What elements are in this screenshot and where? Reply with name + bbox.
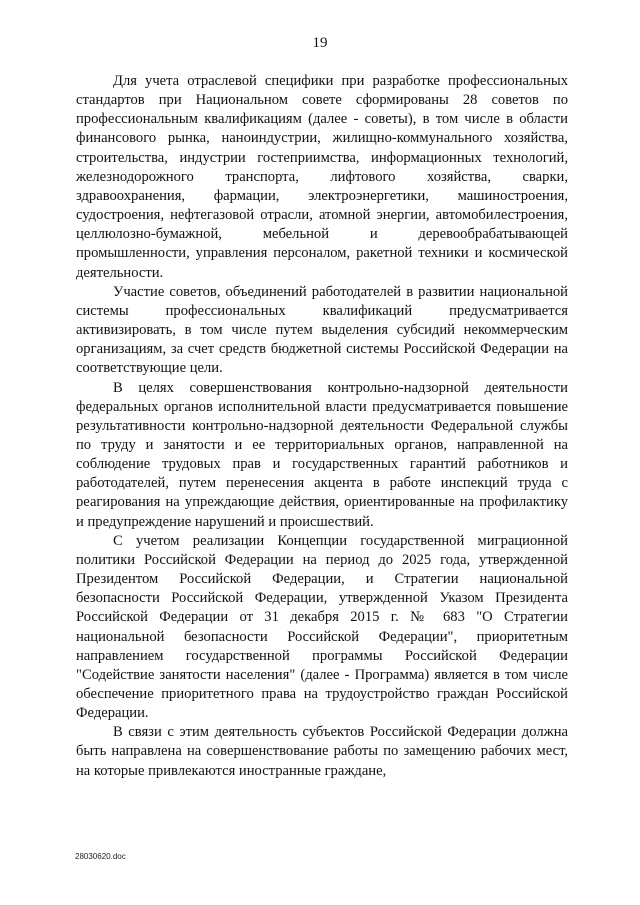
footer-document-reference: 28030620.doc [75, 852, 126, 861]
document-body [76, 72, 568, 781]
paragraph-regional-activity: В связи с этим деятельность субъектов Российской Федерации должна быть направлена на совершенствование работы по замещению рабочих мест, на которые привлекаются иностранные граждане, [76, 724, 568, 779]
paragraph-professional-standards-councils: Для учета отраслевой специфики при разработке профессиональных стандартов при Национальном совете сформированы 28 советов по профессиональным квалификациям (далее - советы), в том числе в области финансового рынка, наноиндустрии, жилищно-коммунального хозяйства, строительства, индустрии гостеприимства, информационных технологий, железнодорожного транспорта, лифтового хозяйства, сварки, здравоохранения, фармации, электроэнергетики, машиностроения, судостроения, нефтегазовой отрасли, атомной энергии, автомобилестроения, целлюлозно-бумажной, мебельной и деревообрабатывающей промышленности, управления персоналом, ракетной техники и космической деятельности. [76, 73, 568, 281]
paragraph-councils-participation: Участие советов, объединений работодателей в развитии национальной системы профессиональных квалификаций предусматривается активизировать, в том числе путем выделения субсидий некоммерческим организациям, за счет средств бюджетной системы Российской Федерации на соответствующие цели. [76, 283, 568, 377]
paragraph-migration-policy: С учетом реализации Концепции государственной миграционной политики Российской Федерации на период до 2025 года, утвержденной Президентом Российской Федерации, и Стратегии национальной безопасности Российской Федерации, утвержденной Указом Президента Российской Федерации от 31 декабря 2015 г. № 683 "О Стратегии национальной безопасности Российской Федерации", приоритетным направлением государственной программы Российской Федерации "Содействие занятости населения" (далее - Программа) является в том числе обеспечение приоритетного права на трудоустройство граждан Российской Федерации. [76, 532, 568, 722]
paragraph-control-supervision: В целях совершенствования контрольно-надзорной деятельности федеральных органов исполнительной власти предусматривается повышение результативности контрольно-надзорной деятельности Федеральной службы по труду и занятости и ее территориальных органов, направленной на соблюдение трудовых прав и государственных гарантий работников и работодателей, путем перенесения акцента в работе инспекций труда с реагирования на упреждающие действия, ориентированные на профилактику и предупреждение нарушений и происшествий. [76, 379, 568, 530]
page-number: 19 [312, 35, 328, 51]
